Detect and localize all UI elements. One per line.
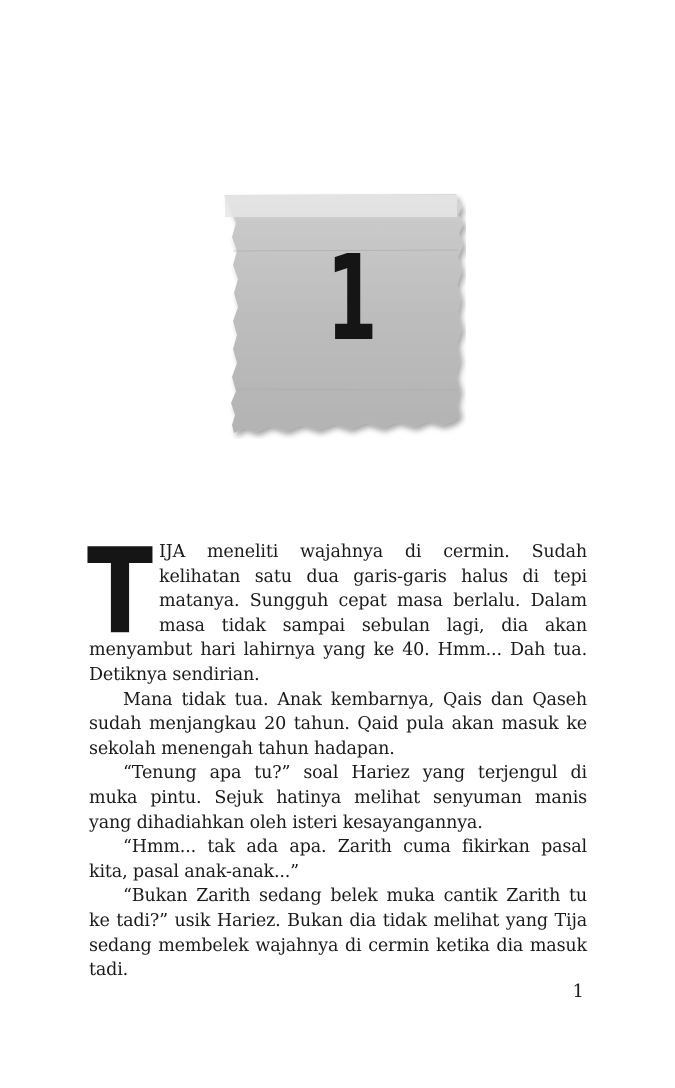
chapter-body xyxy=(87,522,587,983)
paragraph: “Tenung apa tu?” soal Hariez yang terjengul di muka pintu. Sejuk hatinya melihat senyuman manis yang dihadiahkan oleh isteri kesayangannya. xyxy=(89,763,587,833)
drop-cap-letter: T xyxy=(87,522,153,660)
paragraph: “Bukan Zarith sedang belek muka cantik Zarith tu ke tadi?” usik Hariez. Bukan dia tidak melihat yang Tija sedang membelek wajahnya di cermin ketika dia masuk tadi. xyxy=(89,886,587,981)
chapter-heading-paper-tag xyxy=(222,193,466,439)
chapter-number: 1 xyxy=(326,229,378,367)
page-number: 1 xyxy=(572,981,584,1002)
opening-paragraph xyxy=(87,522,587,688)
paragraph-text: IJA meneliti wajahnya di cermin. Sudah kelihatan satu dua garis-garis halus di tepi matanya. Sungguh cepat masa berlalu. Dalam masa tidak sampai sebulan lagi, dia akan menyambut hari lahirnya yang ke 40. Hmm... Dah tua. Detiknya sendirian. xyxy=(89,542,587,685)
paragraph: “Hmm... tak ada apa. Zarith cuma fikirkan pasal kita, pasal anak-anak...” xyxy=(89,837,587,882)
paragraph: Mana tidak tua. Anak kembarnya, Qais dan Qaseh sudah menjangkau 20 tahun. Qaid pula akan masuk ke sekolah menengah tahun hadapan. xyxy=(89,689,587,759)
